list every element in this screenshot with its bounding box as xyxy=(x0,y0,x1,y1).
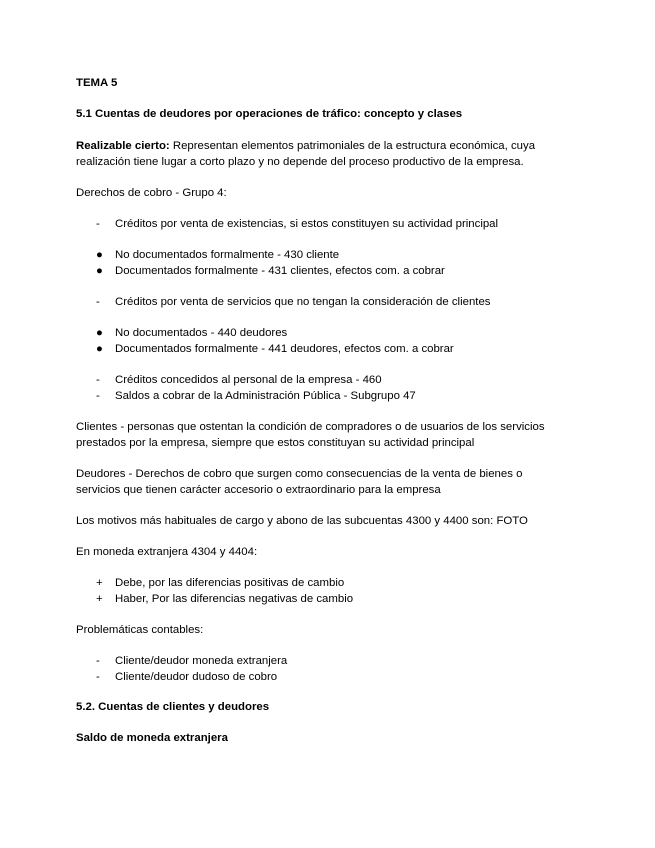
list-item: No documentados - 440 deudores xyxy=(115,327,288,339)
realizable-paragraph-line1 xyxy=(76,139,535,155)
bullet-marker: ● xyxy=(96,249,103,261)
list-item: Haber, Por las diferencias negativas de cambio xyxy=(115,593,354,605)
subheading-saldo-moneda-extranjera: Saldo de moneda extranjera xyxy=(76,732,228,744)
list-item: Créditos concedidos al personal de la empresa - 460 xyxy=(115,374,382,386)
plus-marker: + xyxy=(96,593,103,605)
list-item: Créditos por venta de servicios que no tengan la consideración de clientes xyxy=(115,296,491,308)
realizable-text-line2: realización tiene lugar a corto plazo y no depende del proceso productivo de la empresa. xyxy=(76,156,524,168)
realizable-label: Realizable cierto: xyxy=(76,140,170,152)
list-item: Saldos a cobrar de la Administración Pública - Subgrupo 47 xyxy=(115,390,416,402)
clientes-definition-line2: prestados por la empresa, siempre que estos constituyan su actividad principal xyxy=(76,437,475,449)
bullet-marker: ● xyxy=(96,343,103,355)
motivos-paragraph: Los motivos más habituales de cargo y abono de las subcuentas 4300 y 4400 son: FOTO xyxy=(76,515,528,527)
doc-title: TEMA 5 xyxy=(76,77,118,89)
moneda-extranjera-heading: En moneda extranjera 4304 y 4404: xyxy=(76,546,258,558)
dash-marker: - xyxy=(96,671,100,683)
problematicas-heading: Problemáticas contables: xyxy=(76,624,204,636)
dash-marker: - xyxy=(96,218,100,230)
deudores-definition-line2: servicios que tienen carácter accesorio o extraordinario para la empresa xyxy=(76,484,441,496)
deudores-definition-line1: Deudores - Derechos de cobro que surgen como consecuencias de la venta de bienes o xyxy=(76,468,523,480)
list-item: Cliente/deudor dudoso de cobro xyxy=(115,671,278,683)
dash-marker: - xyxy=(96,374,100,386)
dash-marker: - xyxy=(96,655,100,667)
list-item: Créditos por venta de existencias, si estos constituyen su actividad principal xyxy=(115,218,499,230)
list-item: Debe, por las diferencias positivas de cambio xyxy=(115,577,345,589)
plus-marker: + xyxy=(96,577,103,589)
derechos-heading: Derechos de cobro - Grupo 4: xyxy=(76,187,227,199)
list-item: No documentados formalmente - 430 cliente xyxy=(115,249,340,261)
list-item: Cliente/deudor moneda extranjera xyxy=(115,655,288,667)
bullet-marker: ● xyxy=(96,265,103,277)
realizable-text-line1: Representan elementos patrimoniales de la estructura económica, cuya xyxy=(169,140,536,152)
list-item: Documentados formalmente - 441 deudores, efectos com. a cobrar xyxy=(115,343,454,355)
bullet-marker: ● xyxy=(96,327,103,339)
dash-marker: - xyxy=(96,390,100,402)
clientes-definition-line1: Clientes - personas que ostentan la condición de compradores o de usuarios de los servicios xyxy=(76,421,545,433)
section-heading-5-2: 5.2. Cuentas de clientes y deudores xyxy=(76,701,270,713)
section-heading-5-1: 5.1 Cuentas de deudores por operaciones de tráfico: concepto y clases xyxy=(76,108,463,120)
list-item: Documentados formalmente - 431 clientes, efectos com. a cobrar xyxy=(115,265,445,277)
dash-marker: - xyxy=(96,296,100,308)
